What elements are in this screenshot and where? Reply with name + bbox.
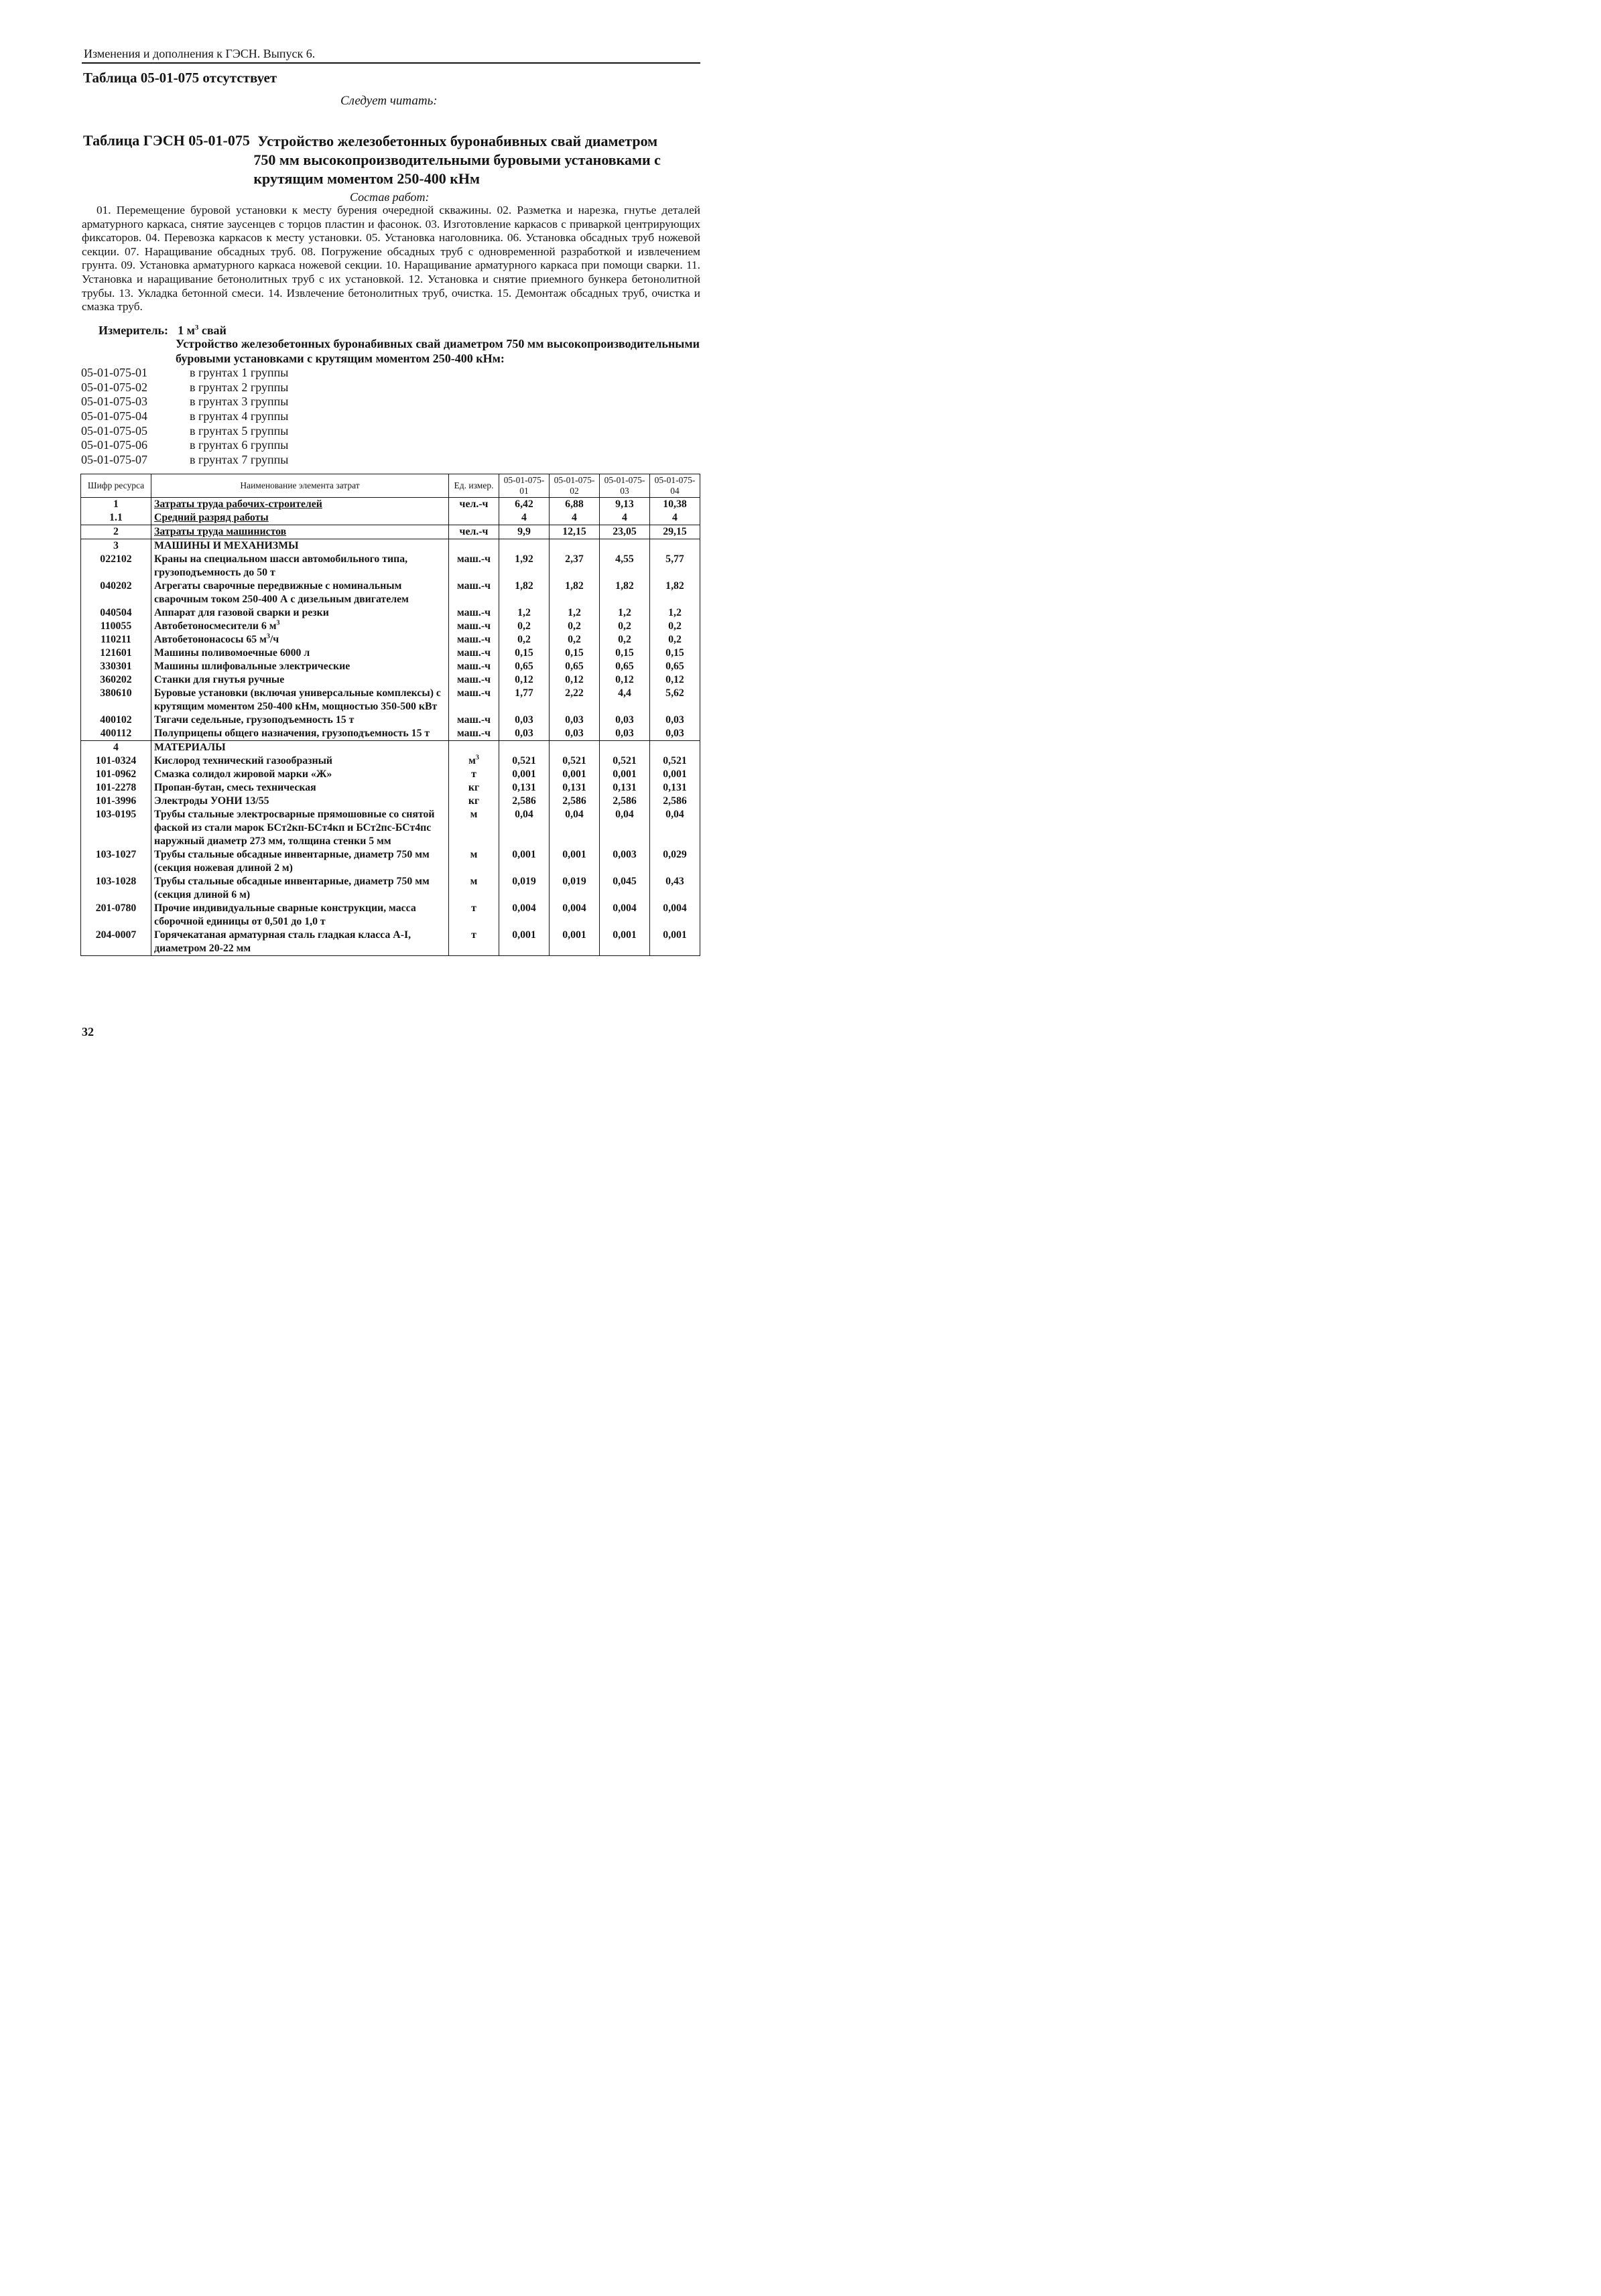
value-variant-4: 1,2 xyxy=(650,606,700,620)
value-variant-3 xyxy=(600,539,650,553)
resource-unit-text: т xyxy=(471,902,476,914)
resource-name-suffix: /ч xyxy=(269,634,279,645)
resource-code: 1 xyxy=(81,498,151,512)
resource-unit xyxy=(449,660,499,673)
value-variant-3 xyxy=(600,741,650,755)
meter-value-sup: 3 xyxy=(194,324,199,332)
variant-code: 05-01-075-04 xyxy=(81,409,147,423)
value-variant-4: 0,004 xyxy=(650,902,700,929)
value-variant-3: 1,2 xyxy=(600,606,650,620)
resource-unit xyxy=(449,848,499,875)
value-variant-4: 10,38 xyxy=(650,498,700,512)
resource-name xyxy=(151,741,449,755)
resource-unit xyxy=(449,754,499,768)
table-row xyxy=(81,727,700,741)
resource-name-text: Машины шлифовальные электрические xyxy=(154,661,350,672)
resource-unit-sup: 3 xyxy=(475,754,479,762)
value-variant-4: 5,77 xyxy=(650,553,700,580)
value-variant-3: 0,001 xyxy=(600,768,650,781)
resource-unit xyxy=(449,633,499,647)
resource-unit xyxy=(449,902,499,929)
resource-code: 400102 xyxy=(81,714,151,727)
value-variant-4: 0,131 xyxy=(650,781,700,795)
resource-name xyxy=(151,620,449,633)
resource-unit xyxy=(449,781,499,795)
value-variant-1: 0,03 xyxy=(499,714,550,727)
resource-name-text: Электроды УОНИ 13/55 xyxy=(154,795,269,807)
resource-unit xyxy=(449,741,499,755)
resource-name-text: Трубы стальные электросварные прямошовные со снятой фаской из стали марок БСт2кп-БСт4кп и БСт2пс-БСт4пс наружный диаметр 273 мм, толщина стенки 5 мм xyxy=(154,809,435,847)
table-row xyxy=(81,673,700,687)
resource-name-text: Трубы стальные обсадные инвентарные, диаметр 750 мм (секция ножевая длиной 2 м) xyxy=(154,849,430,874)
absent-note: Таблица 05-01-075 отсутствует xyxy=(83,70,277,86)
value-variant-2 xyxy=(550,741,600,755)
resource-unit-text: т xyxy=(471,929,476,941)
resource-unit-text: маш.-ч xyxy=(456,714,491,726)
read-as-note: Следует читать: xyxy=(340,94,438,108)
resource-code: 2 xyxy=(81,525,151,539)
resource-name-text: Агрегаты сварочные передвижные с номинальным сварочным током 250-400 А с дизельным двигателем xyxy=(154,580,409,605)
variant-code: 05-01-075-02 xyxy=(81,380,147,394)
value-variant-4: 0,001 xyxy=(650,768,700,781)
value-variant-3: 0,15 xyxy=(600,647,650,660)
meter xyxy=(99,324,227,338)
table-title-line: крутящим моментом 250-400 кНм xyxy=(253,170,481,187)
header-name: Наименование элемента затрат xyxy=(151,474,449,498)
table-row xyxy=(81,580,700,606)
resource-code: 204-0007 xyxy=(81,929,151,956)
value-variant-3: 0,03 xyxy=(600,714,650,727)
value-variant-3: 0,04 xyxy=(600,808,650,848)
resource-code: 380610 xyxy=(81,687,151,714)
resource-name xyxy=(151,511,449,525)
value-variant-1: 0,03 xyxy=(499,727,550,741)
variant-desc: в грунтах 5 группы xyxy=(190,423,289,437)
value-variant-3: 9,13 xyxy=(600,498,650,512)
table-title-line: 750 мм высокопроизводительными буровыми установками с xyxy=(253,151,661,168)
table-row xyxy=(81,687,700,714)
resource-code: 400112 xyxy=(81,727,151,741)
table-row xyxy=(81,795,700,808)
resource-name-sup: 3 xyxy=(276,619,280,627)
resource-code: 101-0324 xyxy=(81,754,151,768)
value-variant-4 xyxy=(650,741,700,755)
resource-name xyxy=(151,673,449,687)
resource-name-text: Средний разряд работы xyxy=(154,512,269,523)
table-row xyxy=(81,902,700,929)
resource-unit xyxy=(449,620,499,633)
table-row xyxy=(81,754,700,768)
resource-unit-text: маш.-ч xyxy=(456,647,491,659)
meter-value-unit: свай xyxy=(198,324,227,337)
table-row xyxy=(81,606,700,620)
value-variant-3: 4,55 xyxy=(600,553,650,580)
table-row xyxy=(81,808,700,848)
resource-unit-text: маш.-ч xyxy=(456,674,491,685)
resource-unit-text: м xyxy=(470,876,478,887)
table-title-lead: Таблица ГЭСН 05-01-075 xyxy=(83,132,250,149)
header-unit: Ед. измер. xyxy=(449,474,499,498)
value-variant-1: 1,77 xyxy=(499,687,550,714)
variant-desc: в грунтах 2 группы xyxy=(190,380,289,394)
resource-name-text: МАШИНЫ И МЕХАНИЗМЫ xyxy=(154,540,299,551)
resource-name-text: Автобетононасосы 65 м xyxy=(154,634,267,645)
resource-unit-text: маш.-ч xyxy=(456,553,491,565)
resource-name-text: Автобетоносмесители 6 м xyxy=(154,620,277,632)
resource-name xyxy=(151,714,449,727)
variant-desc: в грунтах 7 группы xyxy=(190,453,289,467)
value-variant-1: 0,001 xyxy=(499,768,550,781)
resource-name xyxy=(151,902,449,929)
value-variant-2: 0,04 xyxy=(550,808,600,848)
value-variant-1 xyxy=(499,539,550,553)
value-variant-3: 2,586 xyxy=(600,795,650,808)
header-rule xyxy=(82,62,700,64)
resource-name-text: МАТЕРИАЛЫ xyxy=(154,742,226,753)
variant-code: 05-01-075-06 xyxy=(81,438,147,452)
resource-unit xyxy=(449,580,499,606)
resource-name xyxy=(151,754,449,768)
resource-unit-text: маш.-ч xyxy=(456,580,491,592)
table-row xyxy=(81,714,700,727)
resource-code: 101-3996 xyxy=(81,795,151,808)
value-variant-3: 0,2 xyxy=(600,633,650,647)
resource-name xyxy=(151,660,449,673)
header-variant-4: 05-01-075-04 xyxy=(650,474,700,498)
table-header-row xyxy=(81,474,700,498)
resource-unit-text: маш.-ч xyxy=(456,634,491,645)
value-variant-2 xyxy=(550,539,600,553)
resource-name-text: Пропан-бутан, смесь техническая xyxy=(154,782,316,793)
value-variant-2: 4 xyxy=(550,511,600,525)
resource-code: 110211 xyxy=(81,633,151,647)
resource-unit xyxy=(449,727,499,741)
value-variant-1: 9,9 xyxy=(499,525,550,539)
resource-unit-text: м xyxy=(468,755,476,766)
resource-unit xyxy=(449,606,499,620)
value-variant-3: 0,521 xyxy=(600,754,650,768)
resource-name-text: Горячекатаная арматурная сталь гладкая класса А-I, диаметром 20-22 мм xyxy=(154,929,411,954)
resource-name-text: Прочие индивидуальные сварные конструкции, масса сборочной единицы от 0,501 до 1,0 т xyxy=(154,902,416,927)
table-row xyxy=(81,647,700,660)
resource-name xyxy=(151,929,449,956)
work-composition-body: 01. Перемещение буровой установки к месту бурения очередной скважины. 02. Разметка и нарезка, гнутье деталей арматурного каркаса, снятие заусенцев с торцов пластин и фасонок. 03. Изготовление каркасов с приваркой центрирующих фиксаторов. 04. Перевозка каркасов к месту установки. 05. Установка наголовника. 06. Установка обсадных труб ножевой секции. 07. Наращивание обсадных труб. 08. Погружение обсадных труб с одновременной разработкой и извлечением грунта. 09. Установка арматурного каркаса ножевой секции. 10. Наращивание арматурного каркаса при помощи сварки. 11. Установка и наращивание бетонолитных труб с их установкой. 12. Установка и снятие приемного бункера бетонолитной трубы. 13. Укладка бетонной смеси. 14. Извлечение бетонолитных труб, очистка. 15. Демонтаж обсадных труб, очистка и смазка труб. xyxy=(82,204,700,314)
resource-name xyxy=(151,553,449,580)
value-variant-1: 0,131 xyxy=(499,781,550,795)
resource-code: 110055 xyxy=(81,620,151,633)
resource-unit xyxy=(449,647,499,660)
resource-unit xyxy=(449,875,499,902)
sub-heading: Устройство железобетонных буронабивных свай диаметром 750 мм высокопроизводительными буровыми установками с крутящим моментом 250-400 кНм: xyxy=(176,337,700,365)
table-row xyxy=(81,768,700,781)
resource-unit-text: маш.-ч xyxy=(456,728,491,739)
value-variant-2: 6,88 xyxy=(550,498,600,512)
variant-desc: в грунтах 4 группы xyxy=(190,409,289,423)
resource-code: 040504 xyxy=(81,606,151,620)
resource-unit-text: чел.-ч xyxy=(459,526,489,537)
resource-unit-text: т xyxy=(471,768,476,780)
variant-desc: в грунтах 3 группы xyxy=(190,395,289,409)
value-variant-3: 23,05 xyxy=(600,525,650,539)
resource-unit-text: кг xyxy=(468,795,480,807)
meter-label: Измеритель: xyxy=(99,324,169,337)
table-row xyxy=(81,660,700,673)
value-variant-2: 1,82 xyxy=(550,580,600,606)
value-variant-1: 1,2 xyxy=(499,606,550,620)
resource-name-text: Затраты труда рабочих-строителей xyxy=(154,498,322,510)
value-variant-2: 0,001 xyxy=(550,929,600,956)
work-composition-heading: Состав работ: xyxy=(350,190,430,204)
resource-code: 1.1 xyxy=(81,511,151,525)
variant-code: 05-01-075-07 xyxy=(81,453,147,467)
value-variant-2: 0,12 xyxy=(550,673,600,687)
variant-code: 05-01-075-03 xyxy=(81,395,147,409)
value-variant-1: 0,2 xyxy=(499,633,550,647)
value-variant-1: 0,004 xyxy=(499,902,550,929)
resource-name-text: Буровые установки (включая универсальные комплексы) с крутящим моментом 250-400 кНм, мощностью 350-500 кВт xyxy=(154,687,441,712)
table-row xyxy=(81,525,700,539)
value-variant-1: 1,82 xyxy=(499,580,550,606)
value-variant-2: 1,2 xyxy=(550,606,600,620)
table-row xyxy=(81,848,700,875)
work-composition-text xyxy=(82,204,700,314)
page-number: 32 xyxy=(82,1025,94,1038)
resource-code: 103-1027 xyxy=(81,848,151,875)
value-variant-2: 0,001 xyxy=(550,768,600,781)
value-variant-4: 0,029 xyxy=(650,848,700,875)
value-variant-4: 5,62 xyxy=(650,687,700,714)
value-variant-1: 0,521 xyxy=(499,754,550,768)
resource-name-text: Кислород технический газообразный xyxy=(154,755,333,766)
resource-name-text: Аппарат для газовой сварки и резки xyxy=(154,607,329,618)
value-variant-4: 0,03 xyxy=(650,727,700,741)
value-variant-2: 0,15 xyxy=(550,647,600,660)
value-variant-1: 0,001 xyxy=(499,848,550,875)
value-variant-4: 0,2 xyxy=(650,633,700,647)
value-variant-4: 0,65 xyxy=(650,660,700,673)
resource-unit xyxy=(449,808,499,848)
resource-name xyxy=(151,808,449,848)
value-variant-3: 0,131 xyxy=(600,781,650,795)
table-row xyxy=(81,553,700,580)
resource-name xyxy=(151,781,449,795)
resource-unit-text: м xyxy=(470,809,478,820)
value-variant-2: 0,03 xyxy=(550,714,600,727)
value-variant-2: 0,65 xyxy=(550,660,600,673)
resource-name xyxy=(151,647,449,660)
value-variant-3: 0,65 xyxy=(600,660,650,673)
resource-name xyxy=(151,727,449,741)
table-row xyxy=(81,511,700,525)
value-variant-3: 0,2 xyxy=(600,620,650,633)
resource-name-text: Затраты труда машинистов xyxy=(154,526,287,537)
value-variant-4: 0,001 xyxy=(650,929,700,956)
value-variant-4: 2,586 xyxy=(650,795,700,808)
resource-name xyxy=(151,539,449,553)
value-variant-4: 4 xyxy=(650,511,700,525)
table-row xyxy=(81,929,700,956)
resource-table xyxy=(80,474,700,956)
value-variant-2: 0,001 xyxy=(550,848,600,875)
resource-unit xyxy=(449,929,499,956)
table-row xyxy=(81,741,700,755)
resource-name xyxy=(151,633,449,647)
resource-unit xyxy=(449,498,499,512)
table-title xyxy=(83,132,682,188)
resource-unit xyxy=(449,714,499,727)
resource-name-sup: 3 xyxy=(266,632,270,640)
resource-name-text: Станки для гнутья ручные xyxy=(154,674,285,685)
header-variant-3: 05-01-075-03 xyxy=(600,474,650,498)
value-variant-3: 0,12 xyxy=(600,673,650,687)
table-row xyxy=(81,620,700,633)
table-row xyxy=(81,498,700,512)
value-variant-2: 0,019 xyxy=(550,875,600,902)
table-title-line: Устройство железобетонных буронабивных свай диаметром xyxy=(257,133,658,149)
resource-unit xyxy=(449,673,499,687)
resource-unit-text: маш.-ч xyxy=(456,661,491,672)
value-variant-4: 0,43 xyxy=(650,875,700,902)
variant-code: 05-01-075-05 xyxy=(81,423,147,437)
value-variant-1: 0,019 xyxy=(499,875,550,902)
resource-code: 040202 xyxy=(81,580,151,606)
resource-code: 330301 xyxy=(81,660,151,673)
variant-desc: в грунтах 6 группы xyxy=(190,438,289,452)
value-variant-1: 0,12 xyxy=(499,673,550,687)
resource-name-text: Полуприцепы общего назначения, грузоподъемность 15 т xyxy=(154,728,430,739)
meter-value xyxy=(178,324,227,337)
table-title-text xyxy=(253,132,682,188)
resource-name xyxy=(151,525,449,539)
value-variant-2: 0,131 xyxy=(550,781,600,795)
resource-unit xyxy=(449,553,499,580)
resource-unit xyxy=(449,539,499,553)
value-variant-1: 0,15 xyxy=(499,647,550,660)
document-header: Изменения и дополнения к ГЭСН. Выпуск 6. xyxy=(84,47,316,60)
resource-unit xyxy=(449,795,499,808)
resource-code: 101-0962 xyxy=(81,768,151,781)
value-variant-1: 2,586 xyxy=(499,795,550,808)
resource-name xyxy=(151,606,449,620)
resource-code: 4 xyxy=(81,741,151,755)
resource-unit-text: маш.-ч xyxy=(456,687,491,699)
value-variant-3: 0,004 xyxy=(600,902,650,929)
value-variant-2: 0,004 xyxy=(550,902,600,929)
value-variant-3: 0,045 xyxy=(600,875,650,902)
resource-name xyxy=(151,795,449,808)
resource-unit xyxy=(449,511,499,525)
resource-unit-text: кг xyxy=(468,782,480,793)
value-variant-1: 6,42 xyxy=(499,498,550,512)
resource-code: 022102 xyxy=(81,553,151,580)
resource-code: 201-0780 xyxy=(81,902,151,929)
variant-desc: в грунтах 1 группы xyxy=(190,366,289,379)
resource-unit-text: м xyxy=(470,849,478,860)
resource-unit xyxy=(449,768,499,781)
value-variant-3: 4,4 xyxy=(600,687,650,714)
resource-name xyxy=(151,875,449,902)
header-variant-2: 05-01-075-02 xyxy=(550,474,600,498)
value-variant-4 xyxy=(650,539,700,553)
resource-code: 3 xyxy=(81,539,151,553)
value-variant-4: 1,82 xyxy=(650,580,700,606)
value-variant-2: 0,521 xyxy=(550,754,600,768)
value-variant-1: 1,92 xyxy=(499,553,550,580)
resource-unit-text: маш.-ч xyxy=(456,607,491,618)
value-variant-1: 0,65 xyxy=(499,660,550,673)
value-variant-3: 0,003 xyxy=(600,848,650,875)
resource-name-text: Трубы стальные обсадные инвентарные, диаметр 750 мм (секция длиной 6 м) xyxy=(154,876,430,900)
value-variant-3: 1,82 xyxy=(600,580,650,606)
value-variant-4: 0,03 xyxy=(650,714,700,727)
resource-name-text: Машины поливомоечные 6000 л xyxy=(154,647,310,659)
value-variant-2: 12,15 xyxy=(550,525,600,539)
value-variant-1 xyxy=(499,741,550,755)
table-row xyxy=(81,875,700,902)
value-variant-4: 29,15 xyxy=(650,525,700,539)
value-variant-3: 0,03 xyxy=(600,727,650,741)
value-variant-2: 0,2 xyxy=(550,633,600,647)
value-variant-2: 2,37 xyxy=(550,553,600,580)
value-variant-2: 0,03 xyxy=(550,727,600,741)
value-variant-2: 2,22 xyxy=(550,687,600,714)
value-variant-4: 0,521 xyxy=(650,754,700,768)
header-variant-1: 05-01-075-01 xyxy=(499,474,550,498)
resource-name-text: Смазка солидол жировой марки «Ж» xyxy=(154,768,332,780)
value-variant-3: 4 xyxy=(600,511,650,525)
value-variant-4: 0,15 xyxy=(650,647,700,660)
value-variant-1: 4 xyxy=(499,511,550,525)
resource-code: 103-0195 xyxy=(81,808,151,848)
table-row xyxy=(81,781,700,795)
value-variant-2: 0,2 xyxy=(550,620,600,633)
meter-value-text: 1 м xyxy=(178,324,195,337)
value-variant-3: 0,001 xyxy=(600,929,650,956)
variant-code: 05-01-075-01 xyxy=(81,366,147,379)
table-row xyxy=(81,633,700,647)
resource-code: 101-2278 xyxy=(81,781,151,795)
resource-unit xyxy=(449,525,499,539)
value-variant-2: 2,586 xyxy=(550,795,600,808)
value-variant-1: 0,2 xyxy=(499,620,550,633)
resource-name xyxy=(151,580,449,606)
table-row xyxy=(81,539,700,553)
resource-name xyxy=(151,768,449,781)
resource-name-text: Тягачи седельные, грузоподъемность 15 т xyxy=(154,714,355,726)
value-variant-1: 0,04 xyxy=(499,808,550,848)
resource-name xyxy=(151,848,449,875)
resource-code: 121601 xyxy=(81,647,151,660)
resource-unit-text: чел.-ч xyxy=(459,498,489,510)
value-variant-1: 0,001 xyxy=(499,929,550,956)
resource-code: 103-1028 xyxy=(81,875,151,902)
resource-name xyxy=(151,498,449,512)
resource-name xyxy=(151,687,449,714)
resource-name-text: Краны на специальном шасси автомобильного типа, грузоподъемность до 50 т xyxy=(154,553,408,578)
resource-unit xyxy=(449,687,499,714)
value-variant-4: 0,04 xyxy=(650,808,700,848)
resource-code: 360202 xyxy=(81,673,151,687)
value-variant-4: 0,12 xyxy=(650,673,700,687)
resource-unit-text: маш.-ч xyxy=(456,620,491,632)
header-code: Шифр ресурса xyxy=(81,474,151,498)
value-variant-4: 0,2 xyxy=(650,620,700,633)
